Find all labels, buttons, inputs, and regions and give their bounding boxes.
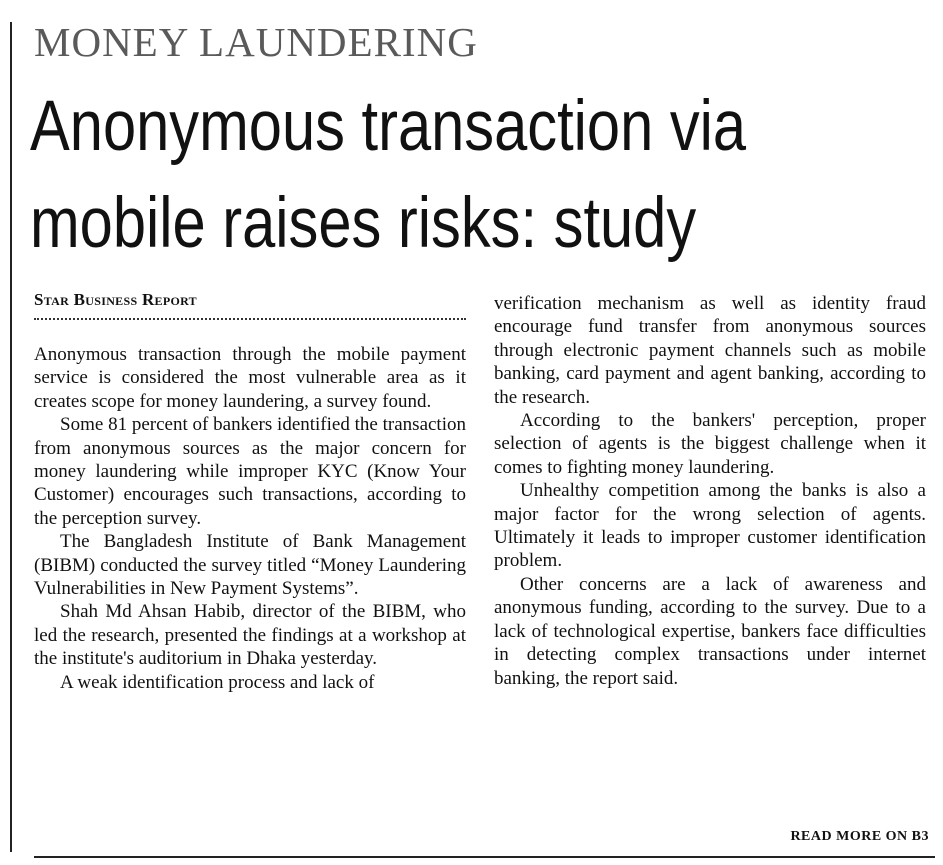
bottom-rule [34,856,935,858]
paragraph: Anonymous transaction through the mobile payment service is considered the most vulnerable area as it creates scope for money laundering, a survey found. [34,344,466,412]
headline-line-1: Anonymous transaction via [30,87,747,166]
read-more-link[interactable]: READ MORE ON B3 [790,829,929,844]
paragraph: Shah Md Ahsan Habib, director of the BIBM, who led the research, presented the findings at a workshop at the institute's auditorium in Dhaka yesterday. [34,601,466,670]
paragraph: Unhealthy competition among the banks is also a major factor for the wrong selection of agents. Ultimately it leads to improper customer identification problem. [494,480,926,572]
headline [30,78,790,272]
byline-dotted-divider [34,318,466,320]
left-column-rule [10,22,12,852]
paragraph: Other concerns are a lack of awareness and anonymous funding, according to the survey. Due to a lack of technological expertise, bankers face difficulties in detecting complex transactions under internet banking, the report said. [494,573,926,689]
article-column-right [494,292,926,690]
paragraph: The Bangladesh Institute of Bank Management (BIBM) conducted the survey titled “Money Laundering Vulnerabilities in New Payment Systems”. [34,531,466,600]
paragraph: According to the bankers' perception, proper selection of agents is the biggest challenge when it comes to fighting money laundering. [494,410,926,478]
article-column-left [34,343,466,694]
paragraph: Some 81 percent of bankers identified the transaction from anonymous sources as the major concern for money laundering while improper KYC (Know Your Customer) encourages such transactions, according to the perception survey. [34,414,466,529]
byline: Star Business Report [34,290,197,309]
paragraph: verification mechanism as well as identity fraud encourage fund transfer from anonymous sources through electronic payment channels such as mobile banking, card payment and agent banking, according to the research. [494,293,926,408]
headline-line-2: mobile raises risks: study [30,184,697,263]
paragraph: A weak identification process and lack of [60,671,375,693]
section-kicker: MONEY LAUNDERING [34,19,478,65]
